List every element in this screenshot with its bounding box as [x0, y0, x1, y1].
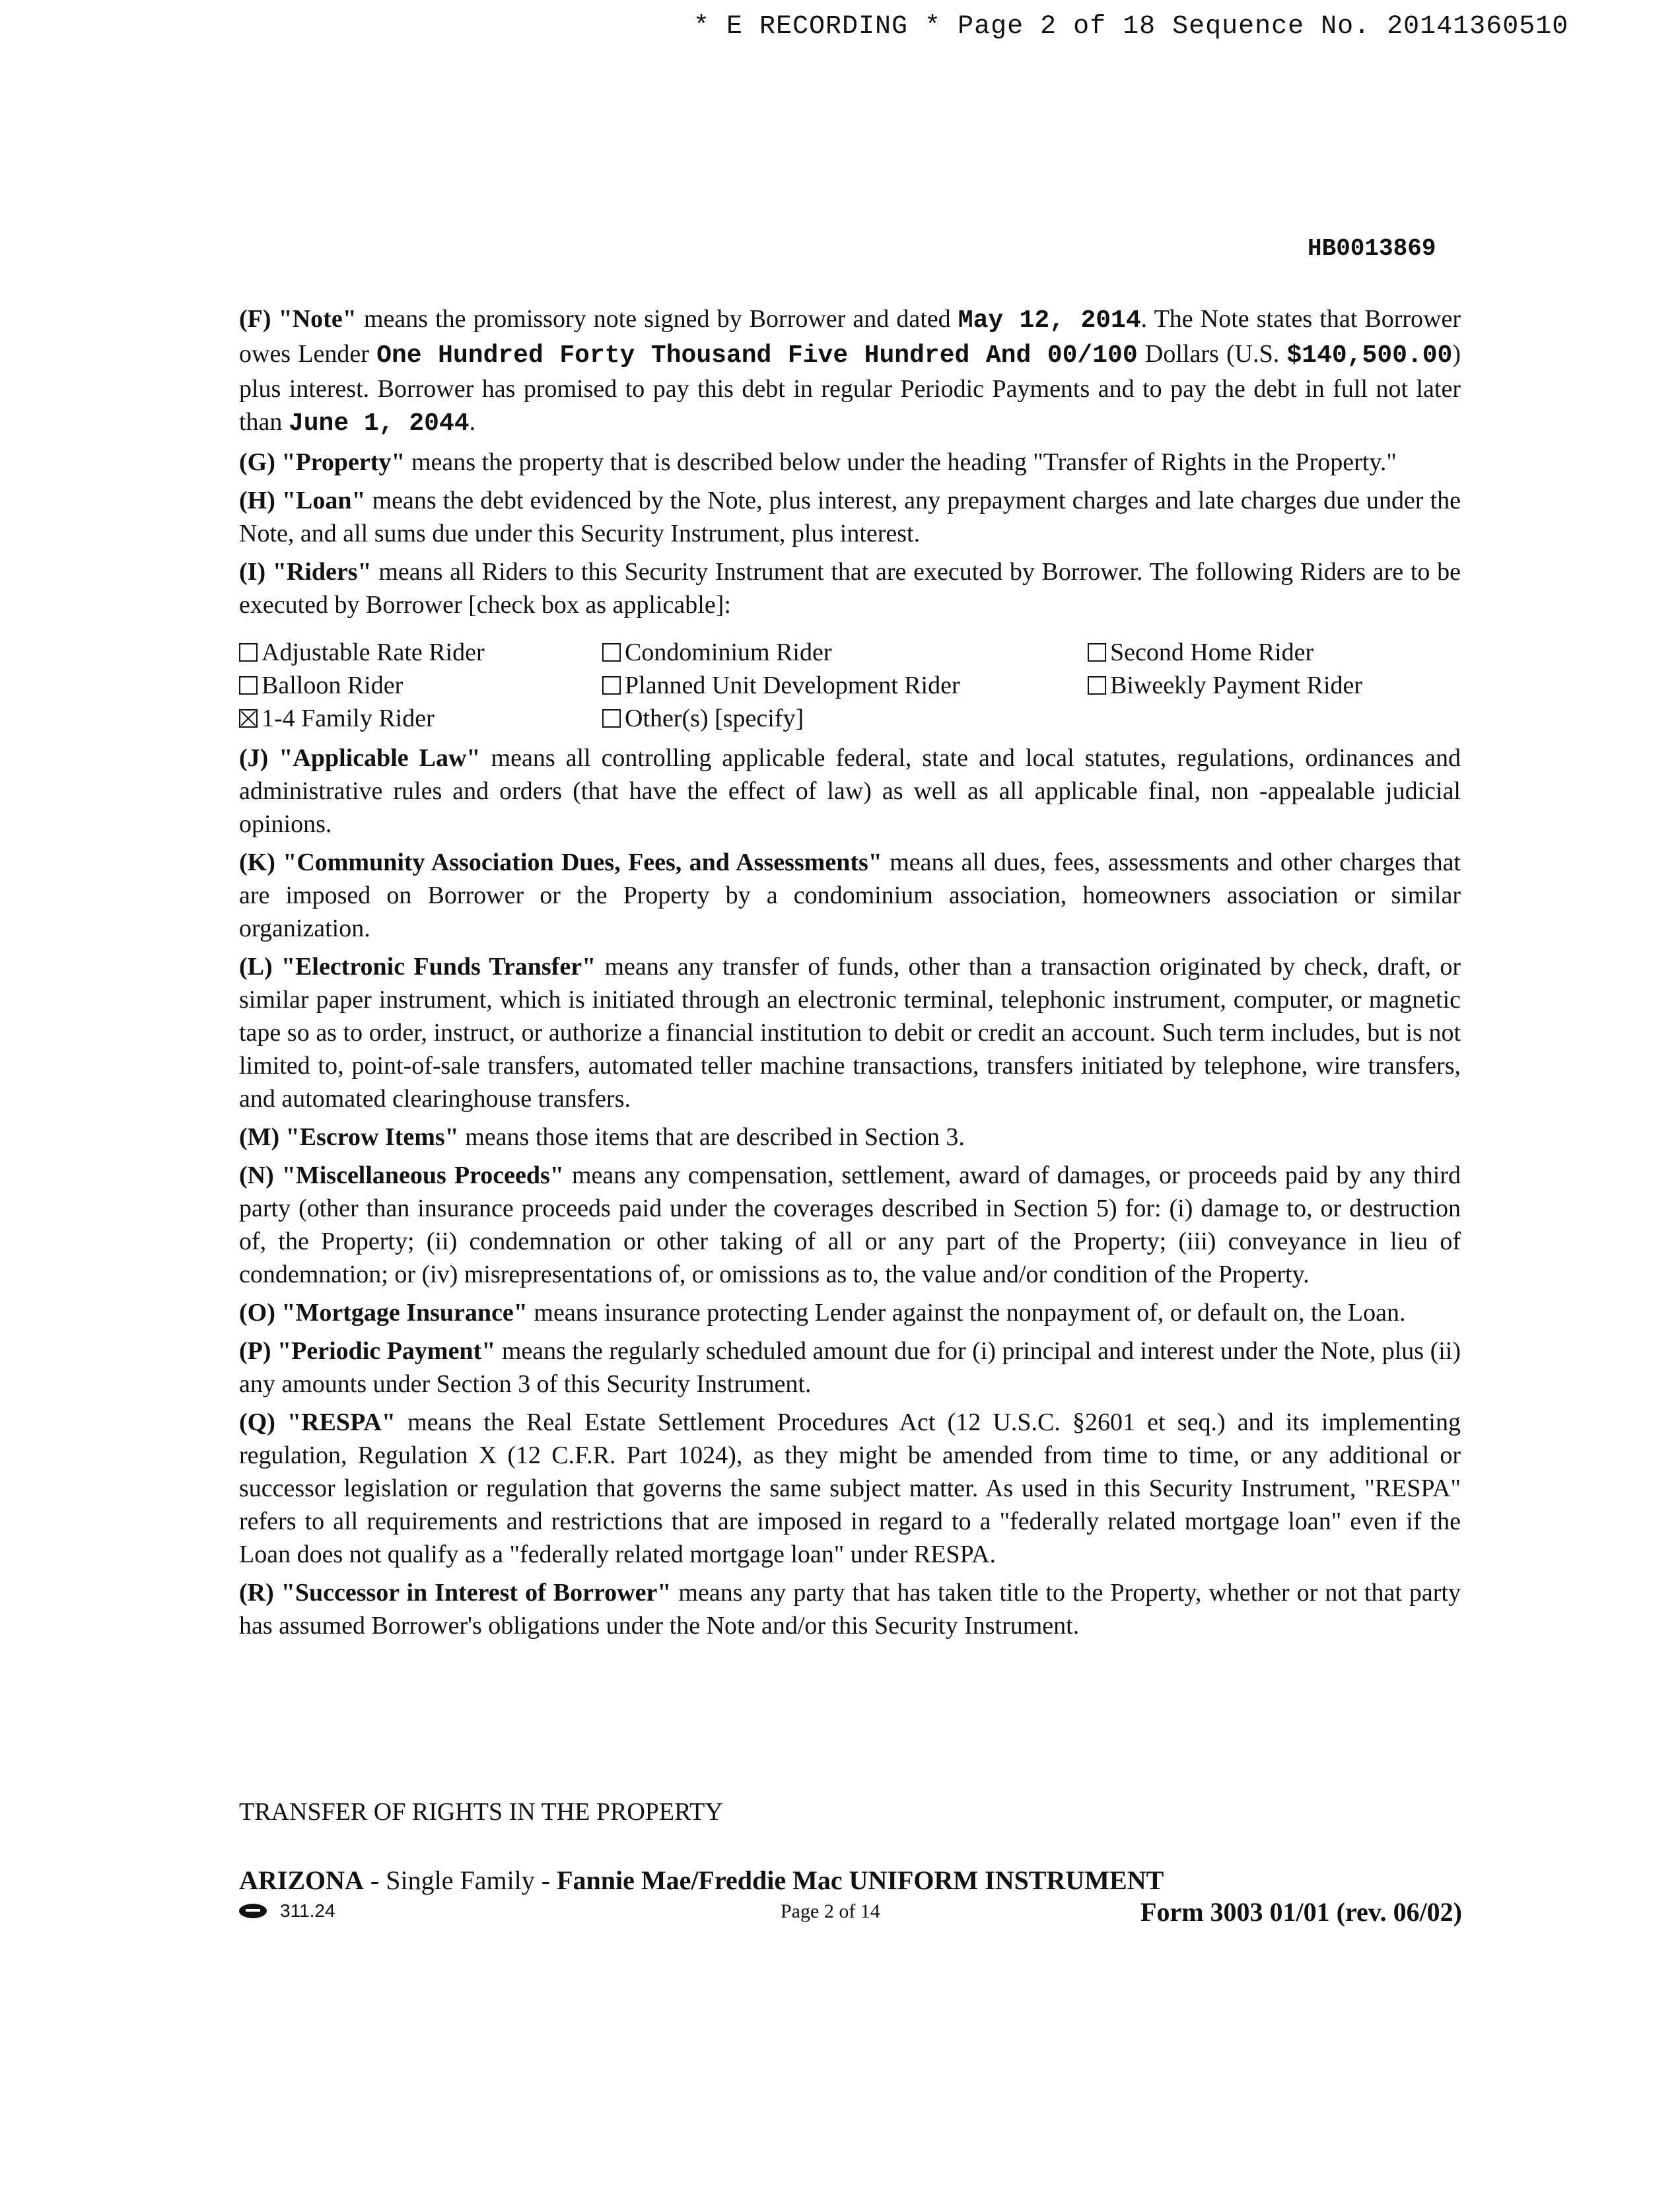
rider-other: [602, 702, 1088, 735]
rider-label: Balloon Rider: [262, 672, 403, 699]
definition-label: (O) "Mortgage Insurance": [239, 1299, 528, 1327]
definition-text: means all dues, fees, assessments and other charges that are imposed on Borrower or the Property by a condominium association, homeowners association or similar organization.: [239, 849, 1461, 942]
definition-text: means the Real Estate Settlement Procedures Act (12 U.S.C. §2601 et seq.) and its implementing regulation, Regulation X (12 C.F.R. Part 1024), as they might be amended from time to time, or any additional or successor legislation or regulation that governs the same subject matter. As used in this Security Instrument, "RESPA" refers to all requirements and restrictions that are imposed in regard to a "federally related mortgage loan" even if the Loan does not qualify as a "federally related mortgage loan" under RESPA.: [239, 1408, 1461, 1568]
definition-label: (F) "Note": [239, 305, 357, 333]
footer-instrument: Fannie Mae/Freddie Mac UNIFORM INSTRUMENT: [557, 1865, 1164, 1895]
definition-n: [239, 1159, 1461, 1291]
rider-label: Planned Unit Development Rider: [625, 672, 960, 699]
section-heading: TRANSFER OF RIGHTS IN THE PROPERTY: [239, 1798, 723, 1826]
definition-label: (Q) "RESPA": [239, 1408, 396, 1436]
definition-text: means all Riders to this Security Instrument that are executed by Borrower. The following Riders are to be executed by Borrower [check box as applicable]:: [239, 558, 1461, 619]
definition-text: .: [469, 408, 476, 436]
note-date: May 12, 2014: [958, 306, 1141, 335]
definition-label: (J) "Applicable Law": [239, 744, 481, 772]
checkbox-icon: [602, 643, 621, 662]
checkbox-icon: [239, 676, 258, 695]
definition-text: means insurance protecting Lender against the nonpayment of, or default on, the Loan.: [527, 1299, 1406, 1327]
loan-number: HB0013869: [1308, 235, 1436, 262]
definition-h: [239, 484, 1461, 550]
definition-g: [239, 446, 1461, 479]
definition-text: means those items that are described in Section 3.: [458, 1123, 965, 1151]
definition-f: [239, 302, 1461, 440]
rider-planned-unit: [602, 669, 1088, 702]
definition-o: [239, 1296, 1461, 1329]
definition-text: means any party that has taken title to the Property, whether or not that party has assumed Borrower's obligations under the Note and/or this Security Instrument.: [239, 1579, 1461, 1640]
definition-label: (I) "Riders": [239, 558, 372, 586]
maturity-date: June 1, 2044: [288, 409, 470, 438]
rider-balloon: [239, 669, 602, 702]
rider-label: Condominium Rider: [625, 639, 832, 666]
footer-instrument-line: [239, 1865, 1164, 1896]
definition-label: (R) "Successor in Interest of Borrower": [239, 1579, 672, 1607]
definition-text: means the property that is described below under the heading "Transfer of Rights in the Property.": [405, 448, 1397, 476]
rider-1-4-family: [239, 702, 602, 735]
loan-amount: $140,500.00: [1286, 341, 1453, 370]
definition-text: Dollars (U.S.: [1137, 340, 1287, 368]
rider-label: Other(s) [specify]: [625, 705, 804, 732]
logo-icon: [239, 1904, 267, 1918]
checkbox-icon: [239, 643, 258, 662]
recording-stamp: * E RECORDING * Page 2 of 18 Sequence No. 20141360510: [693, 12, 1569, 42]
footer-meta-line: [239, 1897, 1462, 1929]
footer-separator: - Single Family -: [363, 1865, 557, 1895]
definition-label: (N) "Miscellaneous Proceeds": [239, 1162, 564, 1189]
definition-label: (L) "Electronic Funds Transfer": [239, 953, 596, 981]
definition-label: (K) "Community Association Dues, Fees, and Assessments": [239, 849, 882, 876]
footer-state: ARIZONA: [239, 1865, 364, 1895]
definitions-body: [239, 302, 1461, 1648]
definition-text: ) plus interest. Borrower has promised to pay this debt in regular Periodic Payments and to pay the debt in full not later than: [239, 340, 1461, 436]
definition-text: means any compensation, settlement, award of damages, or proceeds paid by any third party (other than insurance proceeds paid under the coverages described in Section 5) for: (i) damage to, or destruction of, the Property; (ii) condemnation or other taking of all or any part of the Property; (iii) conveyance in lieu of condemnation; or (iv) misrepresentations of, or omissions as to, the value and/or condition of the Property.: [239, 1162, 1461, 1288]
definition-i: [239, 555, 1461, 621]
definition-p: [239, 1335, 1461, 1401]
definition-r: [239, 1576, 1461, 1642]
definition-text: means the promissory note signed by Borrower and dated: [356, 305, 958, 333]
checkbox-icon: [1088, 643, 1106, 662]
checkbox-icon: [602, 676, 621, 695]
riders-checklist: [239, 636, 1461, 735]
definition-label: (P) "Periodic Payment": [239, 1337, 496, 1365]
page-number: Page 2 of 14: [781, 1900, 880, 1922]
loan-amount-words: One Hundred Forty Thousand Five Hundred And 00/100: [376, 341, 1138, 370]
definition-m: [239, 1121, 1461, 1154]
rider-second-home: [1088, 636, 1431, 669]
definition-text: . The Note states that Borrower owes Lender: [239, 305, 1461, 368]
rider-label: Second Home Rider: [1110, 639, 1314, 666]
footer-doc-code: [239, 1900, 335, 1922]
checkbox-icon: [1088, 676, 1106, 695]
checked-box-icon: [239, 709, 258, 728]
rider-label: Biweekly Payment Rider: [1110, 672, 1363, 699]
rider-label: Adjustable Rate Rider: [262, 639, 485, 666]
definition-text: means all controlling applicable federal, state and local statutes, regulations, ordinances and administrative rules and orders (that have the effect of law) as well as all applicable final, non -appealable judicial opinions.: [239, 744, 1461, 838]
definition-label: (M) "Escrow Items": [239, 1123, 459, 1151]
form-number: Form 3003 01/01 (rev. 06/02): [1140, 1897, 1462, 1927]
rider-label: 1-4 Family Rider: [262, 705, 435, 732]
rider-adjustable-rate: [239, 636, 602, 669]
rider-biweekly-payment: [1088, 669, 1431, 702]
definition-label: (G) "Property": [239, 448, 405, 476]
definition-q: [239, 1406, 1461, 1571]
definition-l: [239, 950, 1461, 1115]
definition-text: means the debt evidenced by the Note, plus interest, any prepayment charges and late charges due under the Note, and all sums due under this Security Instrument, plus interest.: [239, 487, 1461, 547]
rider-condominium: [602, 636, 1088, 669]
definition-text: means any transfer of funds, other than a transaction originated by check, draft, or similar paper instrument, which is initiated through an electronic terminal, telephonic instrument, computer, or magnetic tape so as to order, instruct, or authorize a financial institution to debit or credit an account. Such term includes, but is not limited to, point-of-sale transfers, automated teller machine transactions, transfers initiated by telephone, wire transfers, and automated clearinghouse transfers.: [239, 953, 1461, 1113]
doc-code: 311.24: [280, 1900, 335, 1921]
checkbox-icon: [602, 709, 621, 728]
definition-label: (H) "Loan": [239, 487, 366, 514]
definition-k: [239, 846, 1461, 945]
definition-text: means the regularly scheduled amount due for (i) principal and interest under the Note, plus (ii) any amounts under Section 3 of this Security Instrument.: [239, 1337, 1461, 1398]
definition-j: [239, 742, 1461, 841]
